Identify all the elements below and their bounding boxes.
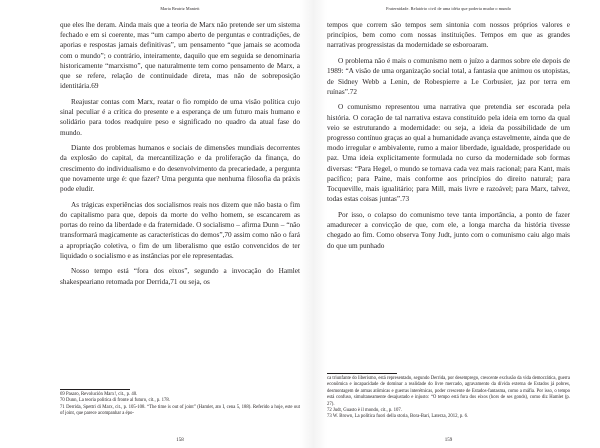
right-page (327, 0, 570, 448)
right-running-head: Fraternidade. Relatório civil de uma idéia que poderia mudar o mundo (386, 6, 511, 11)
footnote-72: 72 Judt, Guasto è il mondo, cit., p. 107. (327, 408, 402, 414)
left-footnote-rule (60, 389, 130, 390)
right-paragraph-3: O comunismo representou uma narrativa que pretendia ser escorada pela história. O coração de tal narrativa estava constituído pela ideia em torno da qual veio se estruturando a modernidade: ou seja, a ideia da possibilidade de um progresso contínuo graças ao qual a humanidade avança estavelmente, ainda que de modo irregular e ambivalente, rumo a maior liberdade, igualdade, prosperidade ou paz. Uma ideia explicitamente formulada no curso da modernidade sob formas diversas: “Para Hegel, o mundo se tornava cada vez mais racional; para Kant, mais pacífico; para Paine, mais conforme aos princípios do direito natural; para Tocqueville, mais igualitário; para Mill, mais livre e razoável; para Marx, talvez, todas estas coisas juntas”.73 (327, 103, 570, 204)
right-footnote-rule (327, 373, 397, 374)
left-page-number: 158 (176, 438, 184, 443)
footnote-73: 73 W. Brown, La política fuori della storia, Bora-Bari, Laterza, 2012, p. 6. (327, 414, 469, 420)
book-gutter (300, 0, 327, 448)
footnote-71: 71 Derrida, Spettri di Marx, cit., p. 105-108. “The time is out of joint” (Hamlet, ato I, cena 5, 188). Referido a hoje, este out of joint, que parece acompanhar a épo- (60, 404, 300, 417)
left-paragraph-1: que eles lhe deram. Ainda mais que a teoria de Marx não pretende ser um sistema fechado e em si coerente, mas “um campo aberto de perguntas e contradições, de aporias e respostas jamais definitivas”, um pensamento “que jamais se acomoda com o mundo”; o contrário, inteiramente, daquilo que em seguida se denominaria historicamente “marxismo”, que naturalmente tem como pensamento de Marx, a que se refere, relação de continuidade direta, mas não de sobreposição identitária.69 (60, 21, 300, 91)
left-paragraph-2: Reajustar contas com Marx, reatar o fio rompido de uma visão política cujo sinal peculiar é a crítica do presente e a esperança de um futuro mais humano e solidário para todos readquire peso e significado no quadro da atual fase do mundo. (60, 97, 300, 137)
right-footnotes (327, 376, 570, 421)
left-paragraph-5: Nosso tempo está “fora dos eixos”, segundo a invocação do Hamlet shakespeariano retomada por Derrida,71 ou seja, os (60, 267, 300, 286)
right-body-text (327, 20, 570, 251)
left-footnotes (60, 392, 300, 418)
right-paragraph-1: tempos que correm são tempos sem sintonia com nossos próprios valores e princípios, bem como com nossas instituições. Tempos em que as grandes narrativas progressistas da modernidade se esboroaram. (327, 21, 570, 50)
footnote-71-continued: ca triunfante do liberismo, está representado, segundo Derrida, por desemprego, crescente exclusão da vida democrática, guerra econômica e incapacidade de dominar a realidade do livre mercado, agravamento da dívida externa de Estados já pobres, desmontagem de armas atômicas e guerras interétnicas, poder crescente de Estados-fantasma, como a máfia. Por isso, o tempo está confuso, simultaneamente desajustado e injusto: “O tempo está fora dos eixos (hors de ses gonds), como diz Hamlet (p. 27). (327, 376, 570, 407)
footnote-70: 70 Dunn, La teoria politica di fronte al futuro, cit., p. 178. (60, 398, 170, 404)
right-paragraph-4: Por isso, o colapso do comunismo teve tanta importância, a ponto de fazer amadurecer a convicção de que, com ele, a longa marcha da história tivesse chegado ao fim. Como observa Tony Judt, junto com o comunismo caiu algo mais do que um punhado (327, 210, 570, 250)
left-paragraph-3: Diante dos problemas humanos e sociais de dimensões mundiais decorrentes da explosão do capital, da mercantilização e da proliferação da finança, do crescimento do individualismo e do desenvolvimento da precariedade, a pergunta que novamente urge é: que fazer? Uma pergunta que nenhuma filosofia da práxis pode eludir. (60, 144, 300, 194)
left-paragraph-4: As trágicas experiências dos socialismos reais nos dizem que não basta o fim do capitalismo para que, depois da morte do velho homem, se escancarem as portas do reino da liberdade e da fraternidade. O socialismo – afirma Dunn – “não transformará magicamente as características do demos”,70 assim como não o fará a apropriação coletiva, o fim de um liberalismo que estão convencidos de ter liquidado o socialismo e as instâncias por ele representadas. (60, 200, 300, 260)
left-running-head: Maria Beatriz Maniett (160, 6, 200, 11)
right-page-number: 159 (444, 438, 453, 443)
footnote-69: 69 Pasaro, Revolución Marx!, cit., p. 40. (60, 392, 138, 397)
right-paragraph-2: O problema não é mais o comunismo nem o juízo a darmos sobre ele depois de 1989: “A visão de uma organização social total, a fantasia que animou os utopistas, de Sidney Webb a Lenin, de Robespierre a Le Corbusier, jaz por terra em ruínas”.72 (327, 57, 570, 96)
left-page (60, 0, 300, 448)
left-body-text (60, 20, 300, 287)
